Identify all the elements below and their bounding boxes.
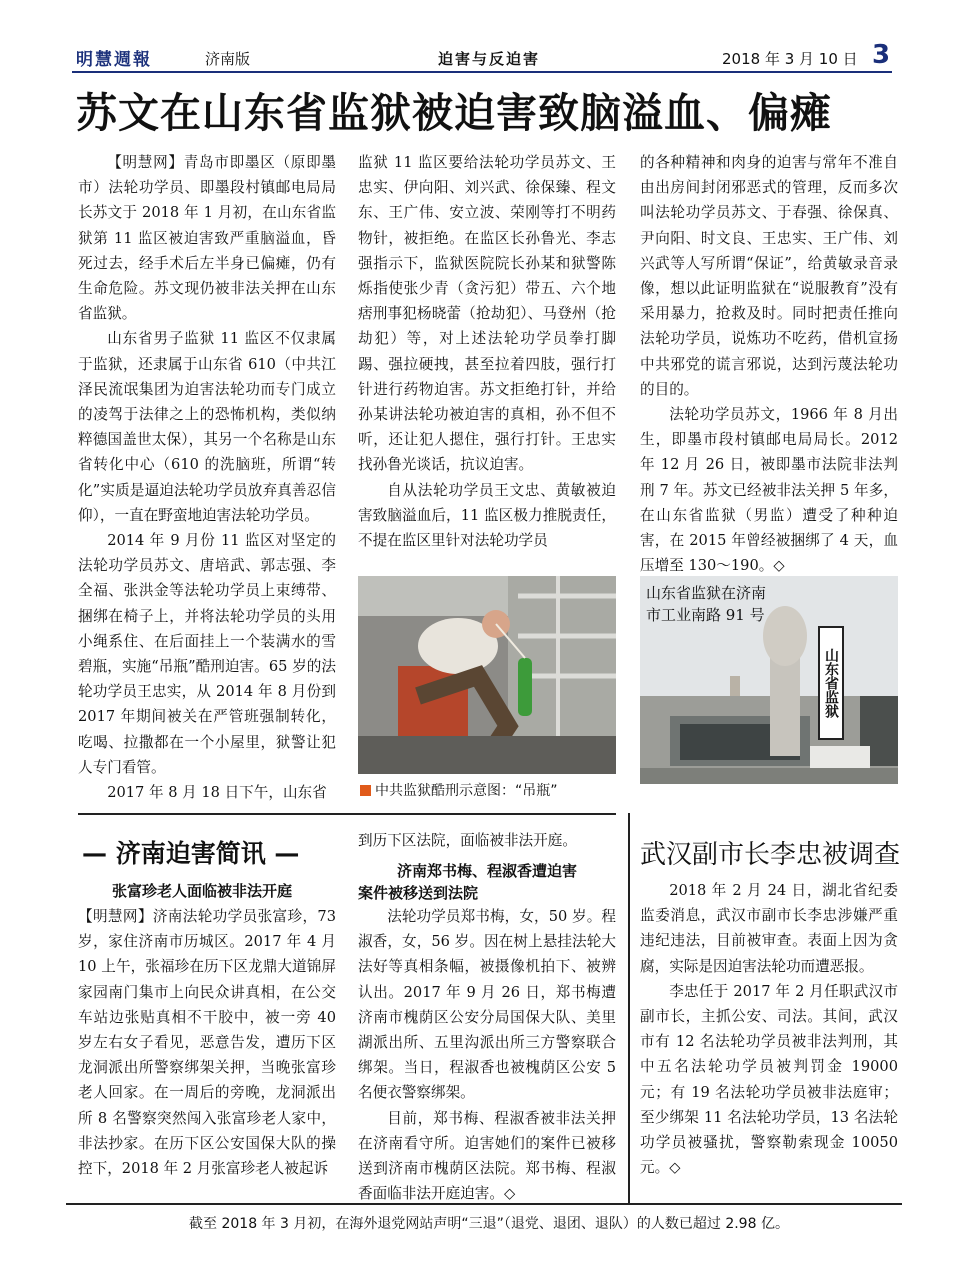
main-article-col3	[640, 150, 898, 578]
photo2-caption-line1: 山东省监狱在济南	[646, 584, 767, 602]
item1-title: 张富珍老人面临被非法开庭	[112, 882, 293, 900]
issue-date: 2018 年 3 月 10 日	[722, 50, 858, 68]
section-divider	[78, 813, 616, 815]
page-number: 3	[872, 40, 891, 70]
paragraph: 到历下区法院，面临被非法开庭。	[358, 832, 577, 849]
torture-illustration-image	[358, 576, 616, 774]
torture-illustration-photo	[358, 576, 616, 774]
jinan-brief-col1	[78, 904, 336, 1181]
prison-sign: 山东省监狱	[818, 626, 844, 740]
paragraph: 的各种精神和肉身的迫害与常年不准自由出房间封闭邪恶式的管理，反而多次叫法轮功学员苏文、于春强、徐保真、尹向阳、时文良、王忠实、王广伟、刘兴武等人写所谓“保证”，给黄敏录音录像，想以此证明监狱在“说服教育”没有采用暴力，抢救及时。同时把责任推向法轮功学员，说炼功不吃药，借机宣扬中共邪党的谎言邪说，达到污蔑法轮功的目的。	[640, 154, 898, 398]
jinan-brief-col2	[358, 828, 616, 853]
section-label: 迫害与反迫害	[438, 50, 541, 68]
paragraph: 2018 年 2 月 24 日，湖北省纪委监委消息，武汉市副市长李忠涉嫌严重违纪违法，目前被审查。表面上因为贪腐，实际是因迫害法轮功而遭恶报。	[640, 882, 898, 975]
paragraph: 李忠任于 2017 年 2 月任职武汉市副市长，主抓公安、司法。其间，武汉市有 12 名法轮功学员被非法判刑，其中五名法轮功学员被判罚金 19000 元；有 19 名法轮功学员被非法庭审；至少绑架 11 名法轮功学员，13 名法轮功学员被骚扰，警察勒索现金 10050 元。◇	[640, 982, 898, 1177]
item2-title-line2: 案件被移送到法院	[358, 884, 479, 902]
column-divider	[628, 813, 630, 1203]
paragraph: 2014 年 9 月份 11 监区对坚定的法轮功学员苏文、唐培武、郭志强、李全福、张洪金等法轮功学员上束缚带、捆绑在椅子上，并将法轮功学员的头用小绳系住、在后面挂上一个装满水的雪碧瓶，实施“吊瓶”酷刑迫害。65 岁的法轮功学员王忠实，从 2014 年 8 月份到 2017 年期间被关在严管班强制转化，吃喝、拉撒都在一个小屋里，狱警让犯人专门看管。	[78, 532, 336, 776]
jinan-brief-col2-body	[358, 904, 616, 1206]
caption-square-icon	[360, 785, 371, 796]
photo1-caption-text: 中共监狱酷刑示意图：“吊瓶”	[375, 783, 558, 799]
photo1-caption	[360, 780, 558, 800]
photo2-caption	[646, 582, 766, 626]
jinan-brief-title: — 济南迫害简讯 —	[82, 839, 300, 868]
prison-gate-photo	[640, 576, 898, 784]
paragraph: 【明慧网】青岛市即墨区（原即墨市）法轮功学员、即墨段村镇邮电局局长苏文于 2018 年 1 月初，在山东省监狱第 11 监区被迫害致严重脑溢血，昏死过去，经手术后左半身已偏瘫，仍有生命危险。苏文现仍被非法关押在山东省监狱。	[78, 154, 336, 323]
photo2-caption-line2: 市工业南路 91 号	[646, 606, 765, 624]
paragraph: 监狱 11 监区要给法轮功学员苏文、王忠实、伊向阳、刘兴武、徐保臻、程文东、王广伟、安立波、荣刚等打不明药物针，被拒绝。在监区长孙鲁光、李志强指示下，监狱医院院长孙某和狱警陈烁指使张少青（贪污犯）带五、六个地痞刑事犯杨晓蕾（抢劫犯）、马登州（抢劫犯）等，对上述法轮功学员拳打脚踢、强拉硬拽，甚至拉着四肢，强行打针进行药物迫害。苏文拒绝打针，并给孙某讲法轮功被迫害的真相，孙不但不听，还让犯人摁住，强行打针。王忠实找孙鲁光谈话，抗议迫害。	[358, 154, 616, 474]
item2-title-line1: 济南郑书梅、程淑香遭迫害	[396, 862, 577, 880]
paragraph: 法轮功学员苏文，1966 年 8 月出生，即墨市段村镇邮电局局长。2012 年 12 月 26 日，被即墨市法院非法判刑 7 年。苏文已经被非法关押 5 年多，在山东省监狱（男监）遭受了种种迫害，在 2015 年曾经被捆绑了 4 天，血压增至 130～190。◇	[640, 406, 898, 575]
item2-title	[358, 860, 616, 904]
paragraph: 【明慧网】济南法轮功学员张富珍，73 岁，家住济南市历城区。2017 年 4 月 10 上午，张福珍在历下区龙鼎大道锦屏家园南门集市上向民众讲真相，在公交车站边张贴真相不干胶中，被一旁 40 岁左右女子看见，恶意告发，遭历下区龙洞派出所警察绑架关押，当晚张富珍老人回家。在一周后的旁晚，龙洞派出所 8 名警察突然闯入张富珍老人家中，非法抄家。在历下区公安国保大队的操控下，2018 年 2 月张富珍老人被起诉	[78, 908, 336, 1178]
footer-rule	[66, 1203, 902, 1205]
edition-label: 济南版	[205, 50, 251, 68]
paragraph: 目前，郑书梅、程淑香被非法关押在济南看守所。迫害她们的案件已被移送到济南市槐荫区法院。郑书梅、程淑香面临非法开庭迫害。◇	[358, 1109, 616, 1203]
header-rule	[72, 71, 892, 73]
wuhan-body	[640, 878, 898, 1180]
main-headline: 苏文在山东省监狱被迫害致脑溢血、偏瘫	[76, 89, 832, 137]
main-article-col1	[78, 150, 336, 805]
paragraph: 法轮功学员郑书梅，女，50 岁。程淑香，女，56 岁。因在树上悬挂法轮大法好等真相条幅，被摄像机拍下、被辨认出。2017 年 9 月 26 日，郑书梅遭济南市槐荫区公安分局国保大队、美里湖派出所、五里沟派出所三方警察联合绑架。当日，程淑香也被槐荫区公安 5 名便衣警察绑架。	[358, 908, 616, 1102]
wuhan-title: 武汉副市长李忠被调查	[640, 840, 901, 870]
paragraph: 自从法轮功学员王文忠、黄敏被迫害致脑溢血后，11 监区极力推脱责任，不提在监区里针对法轮功学员	[358, 481, 616, 550]
masthead: 明慧週報	[76, 50, 152, 70]
main-article-col2	[358, 150, 616, 553]
paragraph: 山东省男子监狱 11 监区不仅隶属于监狱，还隶属于山东省 610（中共江泽民流氓集团为迫害法轮功而专门成立的凌驾于法律之上的恐怖机构，类似纳粹德国盖世太保），其另一个名称是山东省转化中心（610 的洗脑班，所谓“转化”实质是逼迫法轮功学员放弃真善忍信仰），一直在野蛮地迫害法轮功学员。	[78, 330, 336, 524]
footer-note: 截至 2018 年 3 月初，在海外退党网站声明“三退”（退党、退团、退队）的人数已超过 2.98 亿。	[189, 1216, 789, 1232]
paragraph: 2017 年 8 月 18 日下午，山东省	[107, 784, 327, 802]
